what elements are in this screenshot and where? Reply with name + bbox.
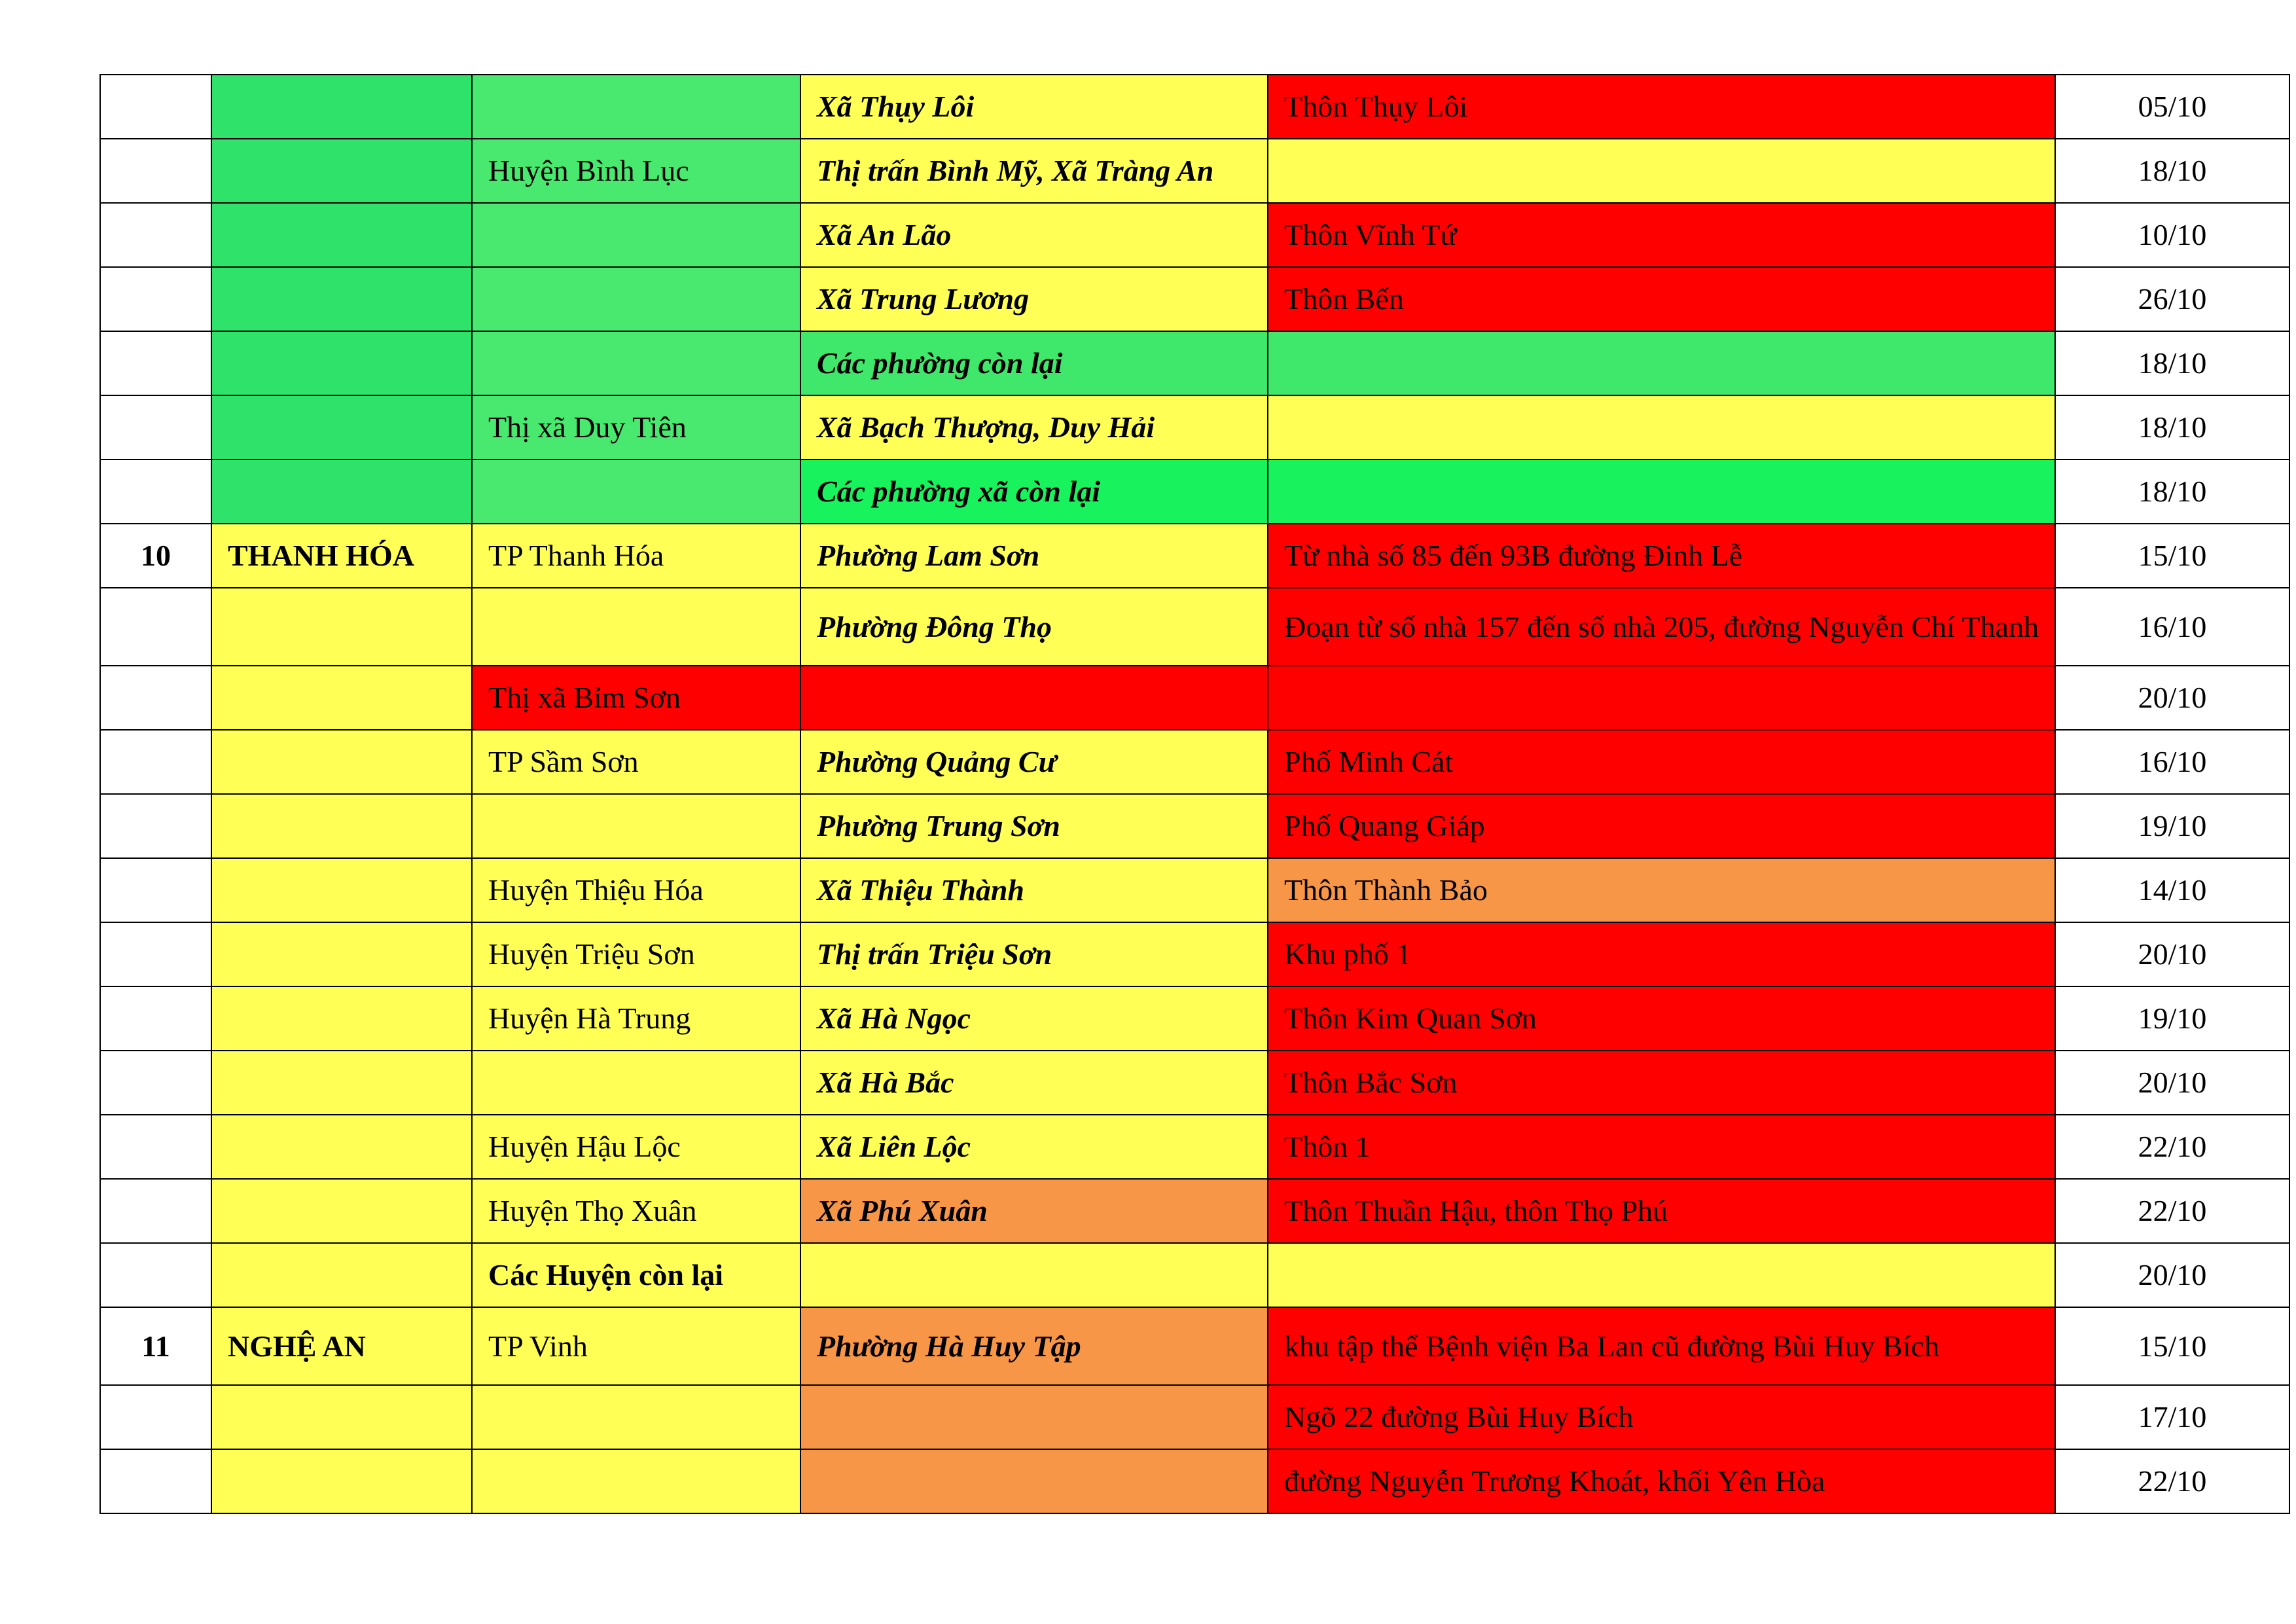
row-number xyxy=(100,395,211,460)
province-cell xyxy=(211,1385,472,1449)
ward-cell: Xã Thụy Lôi xyxy=(800,75,1268,139)
date-cell: 20/10 xyxy=(2055,1051,2289,1115)
table-row xyxy=(100,922,2289,986)
table-row xyxy=(100,1115,2289,1179)
table-row xyxy=(100,986,2289,1051)
ward-cell: Xã Phú Xuân xyxy=(800,1179,1268,1243)
row-number xyxy=(100,139,211,203)
date-cell: 15/10 xyxy=(2055,1307,2289,1385)
province-cell xyxy=(211,922,472,986)
province-cell xyxy=(211,331,472,395)
row-number xyxy=(100,1449,211,1513)
date-cell: 05/10 xyxy=(2055,75,2289,139)
date-cell: 17/10 xyxy=(2055,1385,2289,1449)
table-row xyxy=(100,666,2289,730)
province-cell: NGHỆ AN xyxy=(211,1307,472,1385)
row-number xyxy=(100,460,211,524)
date-cell: 22/10 xyxy=(2055,1115,2289,1179)
province-cell xyxy=(211,986,472,1051)
area-cell: Từ nhà số 85 đến 93B đường Đinh Lễ xyxy=(1268,524,2055,588)
ward-cell: Xã Thiệu Thành xyxy=(800,858,1268,922)
table-row xyxy=(100,139,2289,203)
area-cell: Thôn Thành Bảo xyxy=(1268,858,2055,922)
date-cell: 19/10 xyxy=(2055,794,2289,858)
province-cell xyxy=(211,858,472,922)
table-row xyxy=(100,730,2289,794)
table-row xyxy=(100,1385,2289,1449)
ward-cell: Phường Trung Sơn xyxy=(800,794,1268,858)
province-cell xyxy=(211,1449,472,1513)
ward-cell: Xã Bạch Thượng, Duy Hải xyxy=(800,395,1268,460)
province-cell xyxy=(211,588,472,666)
ward-cell: Xã Trung Lương xyxy=(800,267,1268,331)
row-number xyxy=(100,730,211,794)
row-number xyxy=(100,267,211,331)
area-cell: Khu phố 1 xyxy=(1268,922,2055,986)
table-row xyxy=(100,1307,2289,1385)
table-row xyxy=(100,588,2289,666)
ward-cell: Thị trấn Bình Mỹ, Xã Tràng An xyxy=(800,139,1268,203)
date-cell: 18/10 xyxy=(2055,395,2289,460)
date-cell: 22/10 xyxy=(2055,1179,2289,1243)
province-cell xyxy=(211,395,472,460)
area-cell xyxy=(1268,460,2055,524)
ward-cell xyxy=(800,1449,1268,1513)
district-cell xyxy=(472,203,800,267)
district-cell: TP Vinh xyxy=(472,1307,800,1385)
district-cell: Huyện Thọ Xuân xyxy=(472,1179,800,1243)
ward-cell: Các phường xã còn lại xyxy=(800,460,1268,524)
date-cell: 26/10 xyxy=(2055,267,2289,331)
ward-cell: Xã Hà Bắc xyxy=(800,1051,1268,1115)
row-number xyxy=(100,858,211,922)
district-cell: Thị xã Duy Tiên xyxy=(472,395,800,460)
area-cell: Ngõ 22 đường Bùi Huy Bích xyxy=(1268,1385,2055,1449)
district-cell: Huyện Triệu Sơn xyxy=(472,922,800,986)
date-cell: 18/10 xyxy=(2055,460,2289,524)
row-number xyxy=(100,666,211,730)
area-cell: khu tập thể Bệnh viện Ba Lan cũ đường Bùi Huy Bích xyxy=(1268,1307,2055,1385)
area-cell xyxy=(1268,331,2055,395)
date-cell: 16/10 xyxy=(2055,588,2289,666)
ward-cell: Xã Liên Lộc xyxy=(800,1115,1268,1179)
row-number xyxy=(100,986,211,1051)
table-row xyxy=(100,1051,2289,1115)
area-cell: Thôn Thuần Hậu, thôn Thọ Phú xyxy=(1268,1179,2055,1243)
area-cell: Thôn Kim Quan Sơn xyxy=(1268,986,2055,1051)
province-cell xyxy=(211,139,472,203)
table-row xyxy=(100,460,2289,524)
area-cell: Phố Minh Cát xyxy=(1268,730,2055,794)
row-number xyxy=(100,588,211,666)
area-cell: Thôn Bắc Sơn xyxy=(1268,1051,2055,1115)
row-number xyxy=(100,1385,211,1449)
district-cell xyxy=(472,75,800,139)
date-cell: 14/10 xyxy=(2055,858,2289,922)
row-number xyxy=(100,1243,211,1307)
ward-cell: Phường Lam Sơn xyxy=(800,524,1268,588)
ward-cell: Phường Quảng Cư xyxy=(800,730,1268,794)
district-cell: TP Sầm Sơn xyxy=(472,730,800,794)
district-cell: Huyện Hà Trung xyxy=(472,986,800,1051)
district-cell: Các Huyện còn lại xyxy=(472,1243,800,1307)
table-row xyxy=(100,1449,2289,1513)
row-number xyxy=(100,203,211,267)
row-number xyxy=(100,794,211,858)
area-cell xyxy=(1268,666,2055,730)
ward-cell: Phường Đông Thọ xyxy=(800,588,1268,666)
province-cell xyxy=(211,730,472,794)
area-cell xyxy=(1268,1243,2055,1307)
date-cell: 10/10 xyxy=(2055,203,2289,267)
date-cell: 19/10 xyxy=(2055,986,2289,1051)
date-cell: 22/10 xyxy=(2055,1449,2289,1513)
date-cell: 15/10 xyxy=(2055,524,2289,588)
district-cell xyxy=(472,588,800,666)
table-row xyxy=(100,524,2289,588)
province-cell xyxy=(211,267,472,331)
date-cell: 18/10 xyxy=(2055,139,2289,203)
area-cell xyxy=(1268,395,2055,460)
ward-cell xyxy=(800,1385,1268,1449)
date-cell: 20/10 xyxy=(2055,922,2289,986)
area-cell: Thôn Bến xyxy=(1268,267,2055,331)
table-row xyxy=(100,1243,2289,1307)
area-cell: Thôn 1 xyxy=(1268,1115,2055,1179)
row-number xyxy=(100,1051,211,1115)
row-number xyxy=(100,922,211,986)
ward-cell: Các phường còn lại xyxy=(800,331,1268,395)
province-cell xyxy=(211,203,472,267)
table-row xyxy=(100,858,2289,922)
table-row xyxy=(100,1179,2289,1243)
row-number: 10 xyxy=(100,524,211,588)
row-number xyxy=(100,75,211,139)
district-cell xyxy=(472,1449,800,1513)
district-cell: Huyện Hậu Lộc xyxy=(472,1115,800,1179)
ward-cell xyxy=(800,666,1268,730)
province-cell xyxy=(211,1179,472,1243)
ward-cell: Xã An Lão xyxy=(800,203,1268,267)
date-cell: 20/10 xyxy=(2055,666,2289,730)
district-cell xyxy=(472,331,800,395)
ward-cell xyxy=(800,1243,1268,1307)
district-cell: TP Thanh Hóa xyxy=(472,524,800,588)
province-cell xyxy=(211,666,472,730)
province-cell: THANH HÓA xyxy=(211,524,472,588)
table-row xyxy=(100,331,2289,395)
area-cell xyxy=(1268,139,2055,203)
province-cell xyxy=(211,75,472,139)
area-cell: đường Nguyễn Trương Khoát, khối Yên Hòa xyxy=(1268,1449,2055,1513)
area-cell: Thôn Thụy Lôi xyxy=(1268,75,2055,139)
area-cell: Đoạn từ số nhà 157 đến số nhà 205, đường Nguyễn Chí Thanh xyxy=(1268,588,2055,666)
risk-level-table xyxy=(99,74,2290,1514)
ward-cell: Phường Hà Huy Tập xyxy=(800,1307,1268,1385)
row-number xyxy=(100,1115,211,1179)
row-number xyxy=(100,331,211,395)
date-cell: 20/10 xyxy=(2055,1243,2289,1307)
district-cell xyxy=(472,460,800,524)
date-cell: 18/10 xyxy=(2055,331,2289,395)
table-row xyxy=(100,203,2289,267)
area-cell: Phố Quang Giáp xyxy=(1268,794,2055,858)
table-row xyxy=(100,395,2289,460)
province-cell xyxy=(211,460,472,524)
district-cell xyxy=(472,267,800,331)
district-cell xyxy=(472,1385,800,1449)
ward-cell: Xã Hà Ngọc xyxy=(800,986,1268,1051)
district-cell: Thị xã Bỉm Sơn xyxy=(472,666,800,730)
row-number xyxy=(100,1179,211,1243)
province-cell xyxy=(211,794,472,858)
ward-cell: Thị trấn Triệu Sơn xyxy=(800,922,1268,986)
district-cell: Huyện Thiệu Hóa xyxy=(472,858,800,922)
table-row xyxy=(100,794,2289,858)
province-cell xyxy=(211,1051,472,1115)
district-cell: Huyện Bình Lục xyxy=(472,139,800,203)
province-cell xyxy=(211,1243,472,1307)
row-number: 11 xyxy=(100,1307,211,1385)
district-cell xyxy=(472,1051,800,1115)
area-cell: Thôn Vĩnh Tứ xyxy=(1268,203,2055,267)
table-row xyxy=(100,75,2289,139)
province-cell xyxy=(211,1115,472,1179)
date-cell: 16/10 xyxy=(2055,730,2289,794)
table-row xyxy=(100,267,2289,331)
district-cell xyxy=(472,794,800,858)
